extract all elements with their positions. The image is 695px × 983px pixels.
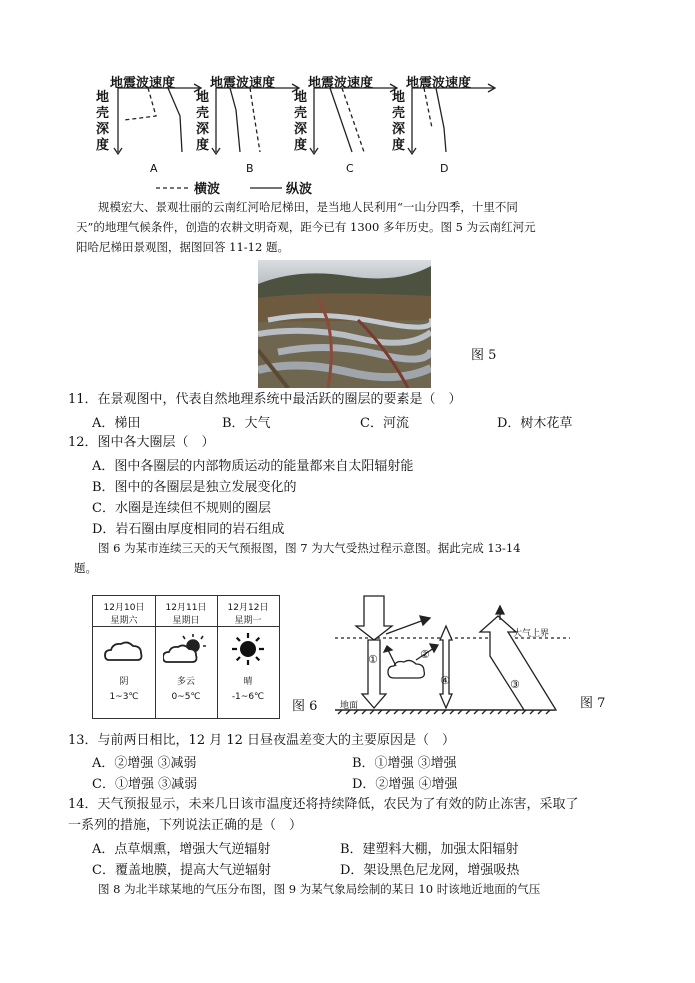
intro-paragraph-weather: 图 6 为某市连续三天的天气预报图，图 7 为大气受热过程示意图。据此完成 13-14 题。: [74, 541, 521, 575]
wave-title-c: 地震波速度: [308, 76, 374, 91]
weather-forecast-table: [92, 595, 280, 719]
q11-option-b[interactable]: B．大气: [222, 416, 271, 431]
forecast-date: 12月11日: [165, 603, 207, 613]
q13-option-c[interactable]: C．①增强 ③减弱: [92, 777, 198, 792]
legend-longitudinal: 纵波: [286, 182, 313, 197]
label-upper-atmosphere: 大气上界: [513, 629, 550, 639]
forecast-weekday: 星期一: [234, 616, 262, 626]
q14-option-a[interactable]: A．点草烟熏，增强大气逆辐射: [92, 842, 271, 857]
q12-option-d[interactable]: D．岩石圈由厚度相同的岩石组成: [92, 522, 285, 537]
label-ground: 地面: [340, 701, 359, 711]
forecast-temperature: -1~6℃: [231, 692, 265, 702]
forecast-day-2: [155, 596, 218, 718]
q12-option-c[interactable]: C．水圈是连续但不规则的圈层: [92, 501, 271, 516]
forecast-condition: 阴: [119, 677, 129, 687]
forecast-weekday: 星期日: [172, 616, 200, 626]
fig5-label: 图 5: [471, 348, 497, 363]
wave-title-d: 地震波速度: [406, 76, 472, 91]
wave-letter-d: D: [440, 162, 449, 175]
intro-paragraph-pressure: 图 8 为北半球某地的气压分布图，图 9 为某气象局绘制的某日 10 时该地近地面的气压: [98, 882, 541, 896]
fig7-label: 图 7: [580, 696, 606, 711]
forecast-date: 12月10日: [103, 603, 145, 613]
wave-letter-c: C: [346, 162, 354, 175]
depth-label-d: 地 壳 深 度: [392, 90, 406, 153]
forecast-condition: 多云: [176, 677, 195, 687]
atmospheric-heating-diagram: [330, 590, 620, 722]
cloud-icon: [103, 640, 145, 664]
wave-letter-b: B: [246, 162, 254, 175]
forecast-temperature: 0~5℃: [171, 692, 201, 702]
q14-stem-line2: 一系列的措施，下列说法正确的是（ ）: [68, 818, 303, 833]
seismic-wave-figure: [90, 70, 510, 200]
q13-option-d[interactable]: D．②增强 ④增强: [352, 777, 458, 792]
depth-label-b: 地 壳 深 度: [196, 90, 210, 153]
forecast-condition: 晴: [243, 677, 253, 687]
q13-option-b[interactable]: B．①增强 ③增强: [352, 756, 457, 771]
partly-cloudy-icon: [163, 632, 209, 666]
wave-title-b: 地震波速度: [210, 76, 276, 91]
q12-option-b[interactable]: B．图中的各圈层是独立发展变化的: [92, 480, 297, 495]
forecast-weekday: 星期六: [110, 616, 138, 626]
forecast-day-1: [93, 596, 156, 718]
sun-icon: [231, 632, 265, 666]
forecast-day-3: [217, 596, 279, 718]
terrace-photo: [258, 260, 431, 388]
label-num-3: ③: [510, 678, 520, 691]
q11-option-c[interactable]: C．河流: [360, 416, 409, 431]
depth-label-a: 地 壳 深 度: [96, 90, 110, 153]
q12-stem: 12．图中各大圈层（ ）: [68, 435, 215, 450]
q13-option-a[interactable]: A．②增强 ③减弱: [92, 756, 197, 771]
label-num-2: ②: [420, 648, 430, 661]
q11-option-d[interactable]: D．树木花草: [497, 416, 573, 431]
fig6-label: 图 6: [292, 699, 318, 714]
q14-option-c[interactable]: C．覆盖地膜，提高大气逆辐射: [92, 863, 271, 878]
q11-stem: 11．在景观图中，代表自然地理系统中最活跃的圈层的要素是（ ）: [68, 392, 462, 407]
q14-option-d[interactable]: D．架设黑色尼龙网，增强吸热: [340, 863, 520, 878]
legend-transverse: 横波: [194, 182, 221, 197]
forecast-date: 12月12日: [227, 603, 269, 613]
wave-title-a: 地震波速度: [110, 76, 176, 91]
q12-option-a[interactable]: A．图中各圈层的内部物质运动的能量都来自太阳辐射能: [92, 459, 414, 474]
intro-paragraph-terraces: 规模宏大、景观壮丽的云南红河哈尼梯田，是当地人民利用“一山分四季，十里不同 天”的地理气候条件，创造的农耕文明奇观，距今已有 1300 多年历史。图 5 为云南红河元 阳哈尼梯田景观图，据图回答 11-12 题。: [76, 200, 536, 254]
wave-letter-a: A: [150, 162, 158, 175]
q14-stem-line1: 14．天气预报显示，未来几日该市温度还将持续降低，农民为了有效的防止冻害，采取了: [68, 797, 579, 812]
forecast-temperature: 1~3℃: [109, 692, 139, 702]
label-num-1: ①: [368, 653, 378, 666]
q14-option-b[interactable]: B．建塑料大棚，加强太阳辐射: [340, 842, 519, 857]
label-num-4: ④: [440, 674, 450, 687]
q11-option-a[interactable]: A．梯田: [92, 416, 141, 431]
depth-label-c: 地 壳 深 度: [294, 90, 308, 153]
q13-stem: 13．与前两日相比，12 月 12 日昼夜温差变大的主要原因是（ ）: [68, 733, 456, 748]
